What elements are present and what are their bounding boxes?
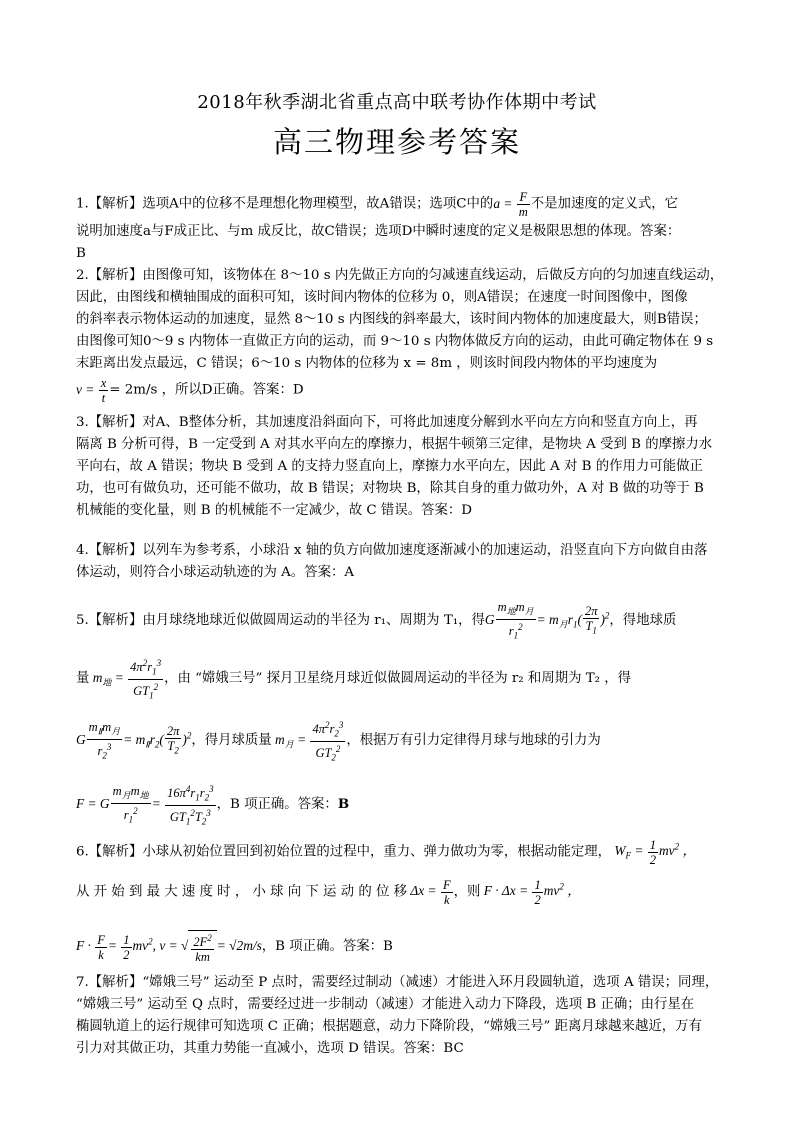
q5-line-2 xyxy=(76,656,728,702)
q1-text-a: 1.【解析】选项A中的位移不是理想化物理模型，故A错误；选项C中的 xyxy=(76,196,494,212)
q5-text-c: 量 xyxy=(76,671,90,687)
q3-line-2: 隔离 B 分析可得，B 一定受到 A 对其水平向左的摩擦力，根据牛顿第三定律，是物块 A 受到 B 的摩擦力水 xyxy=(76,437,713,452)
q6-line-2 xyxy=(76,876,728,907)
q6-text-d: ，B 项正确。答案：B xyxy=(261,939,393,955)
q7-line-4: 引力对其做正功，其重力势能一直减小，选项 D 错误。答案：BC xyxy=(76,1041,464,1056)
q6-formula-3: F · Δx = $\frac{1}{2}$ $mv^2$ ， xyxy=(480,877,581,907)
q7-line-1: 7.【解析】“嫦娥三号” 运动至 P 点时，需要经过制动（减速）才能进入环月段圆轨道，选项 A 错误；同理， xyxy=(76,975,719,990)
q2-line-4: 由图像可知0～9 s 内物体一直做正方向的运动，而 9～10 s 内物体做反方向的运动，由此可确定物体在 9 s xyxy=(76,334,714,349)
q5-text-g: ，B 项正确。答案： xyxy=(216,797,338,813)
q5-text-b: ，得地球质 xyxy=(609,613,677,629)
q2-line-3: 的斜率表示物体运动的加速度，显然 8～10 s 内图线的斜率最大，该时间内物体的加速度最大，则B错误； xyxy=(76,312,707,327)
q3-line-3: 平向右，故 A 错误；物块 B 受到 A 的支持力竖直向上，摩擦力水平向左，因此 A 对 B 的作用力可能做正 xyxy=(76,459,703,474)
q5-line-1 xyxy=(76,600,728,642)
q5-formula-4: $m_月$ = $\frac{4\pi^2r_2^3}{GT_2^2}$ xyxy=(271,720,344,763)
q7-line-2: “嫦娥三号” 运动至 Q 点时，需要经过进一步制动（减速）才能进入动力下降段，选项 B 正确；由行星在 xyxy=(76,997,695,1012)
q5-line-3 xyxy=(76,718,728,764)
q3-line-4: 功，也可有做负功，还可能不做功，故 B 错误；对物块 B，除其自身的重力做功外，A 对 B 做的功等于 B xyxy=(76,481,704,496)
q6-formula-2: Δx = $\frac{F}{k}$ xyxy=(407,877,451,907)
q2-line-1: 2.【解析】由图像可知，该物体在 8～10 s 内先做正方向的匀减速直线运动，后做反方向的匀加速直线运动， xyxy=(76,268,724,283)
q1-text-b: 不是加速度的定义式，它 xyxy=(530,196,679,212)
q2-line-5: 末距离出发点最远，C 错误；6～10 s 内物体的位移为 x = 8m ，则该时间段内物体的平均速度为 xyxy=(76,356,658,371)
q1-line-2: 说明加速度a与F成正比、与m 成反比，故C错误；选项D中瞬时速度的定义是极限思想的体现。答案： xyxy=(76,224,681,239)
q5-text-e: ，得月球质量 xyxy=(191,733,272,749)
q4-line-2: 体运动，则符合小球运动轨迹的为 A。答案：A xyxy=(76,565,355,580)
q5-text-a: 5.【解析】由月球绕地球近似做圆周运动的半径为 r₁、周期为 T₁，得 xyxy=(76,613,485,629)
q2-formula: v = $\frac{x}{t}$ xyxy=(76,376,107,405)
q2-text: = 2m/s ，所以D正确。答案：D xyxy=(109,382,304,398)
q5-formula-5: F = G $\frac{m_月m_地}{r_1^2}$ = $\frac{16\pi^4r_1r_2^3}{GT_1^2T_2^3}$ xyxy=(76,784,214,827)
q3-line-5: 机械能的变化量，则 B 的机械能不一定减少，故 C 错误。答案：D xyxy=(76,503,473,518)
document-title: 高三物理参考答案 xyxy=(272,125,521,159)
q5-line-4 xyxy=(76,782,728,828)
q5-formula-1: G $\frac{m_地m_月}{r_1^2}$ = $m_月r_1$( $\frac{2\pi}{T_1}$ )$^2$ xyxy=(484,600,610,641)
q5-answer: B xyxy=(337,796,350,813)
q2-line-2: 因此，由图线和横轴围成的面积可知，该时间内物体的位移为 0，则A错误；在速度一时间图像中，图像 xyxy=(76,290,688,305)
q5-text-f: ，根据万有引力定律得月球与地球的引力为 xyxy=(346,733,601,749)
q1-formula: a = $\frac{F}{m}$ xyxy=(493,190,528,219)
q1-line-1 xyxy=(76,190,728,219)
q4-line-1: 4.【解析】以列车为参考系，小球沿 x 轴的负方向做加速度逐渐减小的加速运动，沿竖直向下方向做自由落 xyxy=(76,543,708,558)
q5-formula-2: $m_地$ = $\frac{4\pi^2r_1^3}{GT_1^2}$ xyxy=(89,658,162,701)
q6-text-b: 从 开 始 到 最 大 速 度 时 ， 小 球 向 下 运 动 的 位 移 xyxy=(76,884,408,900)
q2-line-6 xyxy=(76,376,728,405)
q6-text-a: 6.【解析】小球从初始位置回到初始位置的过程中，重力、弹力做功为零，根据动能定理， xyxy=(76,844,612,860)
q7-line-3: 椭圆轨道上的运行规律可知选项 C 正确；根据题意，动力下降阶段，“嫦娥三号” 距离月球越来越近，万有 xyxy=(76,1019,702,1034)
q6-formula-1: $W_F$ = $\frac{1}{2}$ $mv^2$ ， xyxy=(611,837,696,867)
exam-title: 2018年秋季湖北省重点高中联考协作体期中考试 xyxy=(197,92,597,113)
q3-line-1: 3.【解析】对A、B整体分析，其加速度沿斜面向下，可将此加速度分解到水平向左方向和竖直方向上，再 xyxy=(76,415,698,430)
q6-text-c: ，则 xyxy=(453,884,481,900)
q6-line-3 xyxy=(76,930,728,964)
q6-formula-4: F · $\frac{F}{k}$ = $\frac{1}{2}$ $mv^2$, v = √ $\frac{2F^2}{km}$ = √2m/s xyxy=(76,938,262,953)
q5-text-d: ，由 “嫦娥三号” 探月卫星绕月球近似做圆周运动的半径为 r₂ 和周期为 T₂ ，得 xyxy=(164,671,632,687)
q6-line-1 xyxy=(76,836,728,867)
q5-formula-3: G $\frac{m_Ⅱm_月}{r_2^3}$ = $m_Ⅱr_2$( $\frac{2\pi}{T_2}$ )$^2$ xyxy=(76,720,192,761)
q1-line-3: B xyxy=(76,246,86,261)
